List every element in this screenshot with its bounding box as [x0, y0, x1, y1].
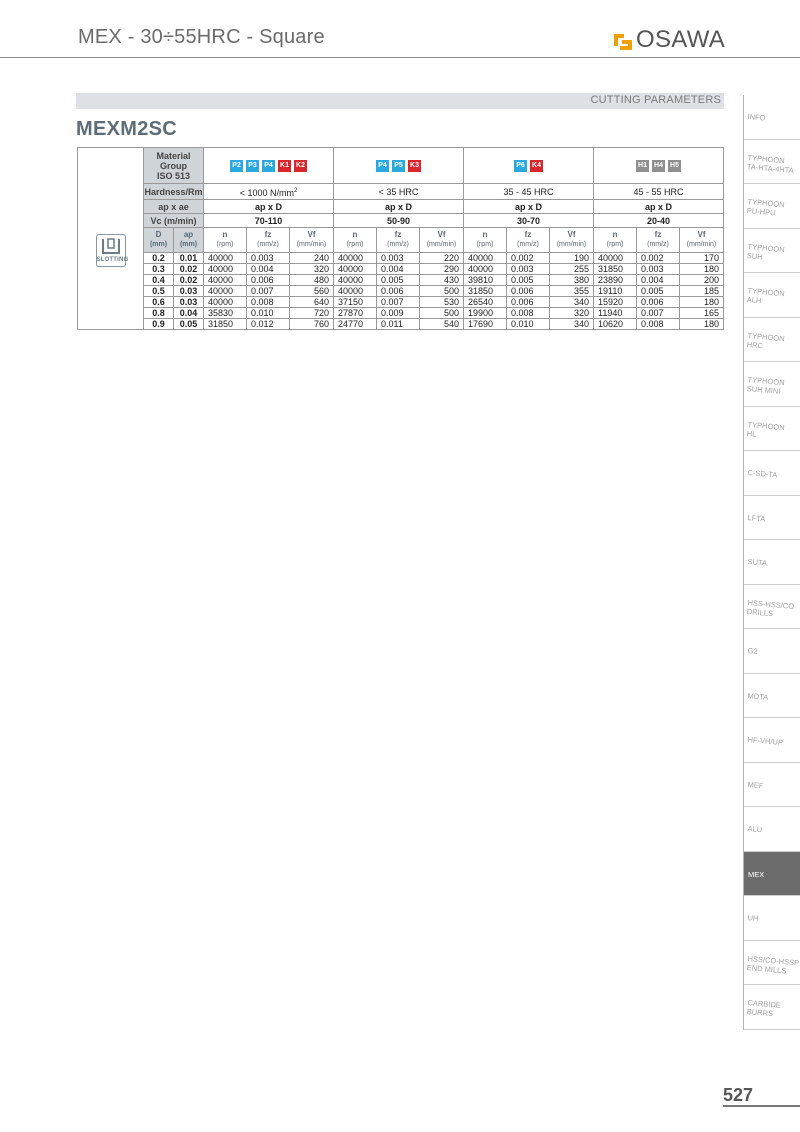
rpm-cell: 27870: [334, 308, 377, 319]
iso-badge: K2: [294, 160, 307, 172]
feed-rate-cell: 480: [290, 275, 334, 286]
sidebar-tab-label: ALU: [747, 824, 763, 835]
logo-text: OSAWA: [636, 26, 726, 53]
feed-per-tooth-cell: 0.006: [507, 286, 550, 297]
column-header-unit: (rpm): [346, 241, 364, 248]
sidebar-tab[interactable]: [744, 941, 800, 986]
hardness-value: [594, 184, 724, 200]
rpm-cell: 11940: [594, 308, 637, 319]
column-header-symbol: ap: [183, 230, 194, 239]
slotting-shape-icon: [100, 237, 122, 255]
sidebar-tab-label: MDTA: [747, 690, 769, 702]
column-header-symbol: fz: [654, 230, 662, 239]
column-header-n: [594, 228, 637, 253]
sidebar-tab[interactable]: [744, 318, 800, 363]
rpm-cell: 39810: [464, 275, 507, 286]
sidebar-tab-label: G2: [747, 646, 758, 656]
feed-rate-cell: 180: [680, 297, 724, 308]
feed-per-tooth-cell: 0.002: [637, 253, 680, 264]
column-header-unit: (rpm): [216, 241, 234, 248]
hardness-text: < 1000 N/mm: [239, 187, 294, 198]
ap-ae-row: [78, 200, 724, 214]
vc-value: 50-90: [334, 214, 464, 228]
column-header-unit: (mm/min): [686, 241, 717, 248]
sidebar-tab[interactable]: [744, 718, 800, 763]
sidebar-tab-label: MEX: [748, 869, 765, 879]
diameter-cell: 0.4: [144, 275, 174, 286]
column-header-d: [144, 228, 174, 253]
sidebar-tab[interactable]: [744, 985, 800, 1030]
sidebar-tab[interactable]: [744, 451, 800, 496]
sidebar-tab-label: TYPHOON HL: [746, 419, 785, 439]
vc-value: 70-110: [204, 214, 334, 228]
sidebar-tab-label: INFO: [747, 112, 766, 123]
ap-cell: 0.02: [174, 264, 204, 275]
sidebar-tab[interactable]: [744, 140, 800, 185]
section-label: CUTTING PARAMETERS: [590, 94, 721, 106]
feed-per-tooth-cell: 0.004: [377, 264, 420, 275]
ap-cell: 0.04: [174, 308, 204, 319]
sidebar-tab[interactable]: [744, 585, 800, 630]
iso-badge: P2: [230, 160, 243, 172]
material-badges: [464, 148, 594, 184]
feed-rate-cell: 165: [680, 308, 724, 319]
feed-per-tooth-cell: 0.007: [637, 308, 680, 319]
feed-rate-cell: 180: [680, 264, 724, 275]
feed-per-tooth-cell: 0.006: [247, 275, 290, 286]
diameter-cell: 0.6: [144, 297, 174, 308]
rpm-cell: 40000: [334, 275, 377, 286]
feed-rate-cell: 170: [680, 253, 724, 264]
ap-ae-value: ap x D: [594, 200, 724, 214]
rpm-cell: 40000: [204, 264, 247, 275]
sidebar-tab-label: TYPHOON PU-HPU: [746, 197, 785, 218]
badge-group: [204, 160, 333, 172]
table-row: [78, 286, 724, 297]
hardness-value: [464, 184, 594, 200]
feed-rate-cell: 255: [550, 264, 594, 275]
feed-rate-cell: 180: [680, 319, 724, 330]
hardness-value: [204, 184, 334, 200]
column-header-fz: [637, 228, 680, 253]
column-header-symbol: n: [612, 230, 618, 239]
rpm-cell: 40000: [334, 286, 377, 297]
sidebar-tab[interactable]: [744, 184, 800, 229]
feed-per-tooth-cell: 0.012: [247, 319, 290, 330]
feed-per-tooth-cell: 0.010: [247, 308, 290, 319]
sidebar-tab[interactable]: [744, 273, 800, 318]
feed-rate-cell: 355: [550, 286, 594, 297]
sidebar-tab-label: TYPHOON ALH: [746, 286, 785, 306]
feed-rate-cell: 760: [290, 319, 334, 330]
sidebar-tab-label: TYPHOON HRC: [746, 330, 785, 350]
material-group-label: [144, 148, 204, 184]
column-header-unit: (mm): [149, 241, 168, 248]
feed-rate-cell: 340: [550, 319, 594, 330]
column-header-symbol: Vf: [567, 230, 576, 239]
feed-rate-cell: 540: [420, 319, 464, 330]
sidebar-tab[interactable]: [744, 229, 800, 274]
feed-per-tooth-cell: 0.003: [377, 253, 420, 264]
material-badges: [204, 148, 334, 184]
material-group-label-line: ISO 513: [156, 170, 191, 181]
feed-per-tooth-cell: 0.002: [507, 253, 550, 264]
column-header-unit: (rpm): [606, 241, 624, 248]
feed-rate-cell: 380: [550, 275, 594, 286]
hardness-text: < 35 HRC: [378, 186, 419, 197]
table-row: [78, 308, 724, 319]
feed-per-tooth-cell: 0.007: [377, 297, 420, 308]
page-title: MEX - 30÷55HRC - Square: [78, 26, 325, 48]
slotting-icon-cell: [78, 148, 144, 330]
column-header-n: [334, 228, 377, 253]
feed-rate-cell: 530: [420, 297, 464, 308]
sidebar-tab[interactable]: [744, 674, 800, 719]
feed-rate-cell: 720: [290, 308, 334, 319]
slotting-label: SLOTTING: [96, 257, 129, 263]
sidebar-tab-label: TYPHOON SUH: [746, 241, 785, 261]
feed-rate-cell: 200: [680, 275, 724, 286]
iso-badge: P3: [246, 160, 259, 172]
rpm-cell: 31850: [594, 264, 637, 275]
feed-rate-cell: 560: [290, 286, 334, 297]
feed-rate-cell: 500: [420, 308, 464, 319]
feed-per-tooth-cell: 0.008: [637, 319, 680, 330]
sidebar-tab-label: CARBIDE BURRS: [746, 998, 782, 1019]
rpm-cell: 40000: [204, 275, 247, 286]
sidebar-tab-label: MEF: [747, 779, 764, 790]
column-header-fz: [377, 228, 420, 253]
column-header-symbol: Vf: [697, 230, 706, 239]
feed-per-tooth-cell: 0.003: [247, 253, 290, 264]
cutting-parameters-table: [77, 147, 724, 330]
column-header-vf: [680, 228, 724, 253]
page-number-rule: [723, 1105, 800, 1107]
diameter-cell: 0.2: [144, 253, 174, 264]
logo-mark-icon: [612, 30, 634, 50]
feed-per-tooth-cell: 0.005: [637, 286, 680, 297]
feed-rate-cell: 430: [420, 275, 464, 286]
sidebar-tab-label: HF-VH/UP: [747, 735, 784, 748]
table-row: [78, 319, 724, 330]
feed-per-tooth-cell: 0.006: [637, 297, 680, 308]
vc-value: 20-40: [594, 214, 724, 228]
column-header-unit: (mm/min): [426, 241, 457, 248]
rpm-cell: 40000: [204, 297, 247, 308]
vc-row: [78, 214, 724, 228]
diameter-cell: 0.9: [144, 319, 174, 330]
sidebar-tab-label: LFTA: [747, 512, 766, 524]
feed-rate-cell: 290: [420, 264, 464, 275]
feed-per-tooth-cell: 0.003: [507, 264, 550, 275]
rpm-cell: 31850: [464, 286, 507, 297]
feed-per-tooth-cell: 0.008: [507, 308, 550, 319]
sidebar-tab[interactable]: [744, 629, 800, 674]
rpm-cell: 24770: [334, 319, 377, 330]
rpm-cell: 40000: [464, 253, 507, 264]
sidebar-tab[interactable]: [744, 362, 800, 407]
column-header-symbol: n: [222, 230, 228, 239]
vc-value: 30-70: [464, 214, 594, 228]
column-header-vf: [290, 228, 334, 253]
column-header-symbol: fz: [264, 230, 272, 239]
rpm-cell: 19110: [594, 286, 637, 297]
feed-per-tooth-cell: 0.004: [247, 264, 290, 275]
column-header-symbol: n: [352, 230, 358, 239]
rpm-cell: 19900: [464, 308, 507, 319]
material-badges: [594, 148, 724, 184]
ap-cell: 0.03: [174, 286, 204, 297]
iso-badge: K3: [408, 160, 421, 172]
iso-badge: P4: [262, 160, 275, 172]
hardness-text: 45 - 55 HRC: [633, 186, 684, 197]
feed-per-tooth-cell: 0.006: [377, 286, 420, 297]
ap-ae-value: ap x D: [334, 200, 464, 214]
ap-cell: 0.03: [174, 297, 204, 308]
column-header-unit: (rpm): [476, 241, 494, 248]
feed-per-tooth-cell: 0.010: [507, 319, 550, 330]
feed-rate-cell: 240: [290, 253, 334, 264]
section-bar: [76, 93, 724, 109]
sidebar-tab[interactable]: [744, 896, 800, 941]
column-header-n: [204, 228, 247, 253]
table-row: [78, 297, 724, 308]
hardness-value: [334, 184, 464, 200]
rpm-cell: 40000: [334, 264, 377, 275]
feed-per-tooth-cell: 0.004: [637, 275, 680, 286]
sidebar-tab[interactable]: [744, 763, 800, 808]
feed-per-tooth-cell: 0.007: [247, 286, 290, 297]
feed-rate-cell: 320: [290, 264, 334, 275]
sidebar-tab-label: UH: [747, 913, 759, 923]
vc-label: Vc (m/min): [144, 214, 204, 228]
badge-group: [594, 160, 723, 172]
rpm-cell: 35830: [204, 308, 247, 319]
header-divider: [0, 57, 800, 58]
hardness-row: [78, 184, 724, 200]
iso-badge: K4: [530, 160, 543, 172]
feed-rate-cell: 320: [550, 308, 594, 319]
rpm-cell: 40000: [594, 253, 637, 264]
ap-cell: 0.02: [174, 275, 204, 286]
rpm-cell: 40000: [204, 286, 247, 297]
column-header-unit: (mm/z): [387, 241, 409, 248]
sidebar-tab[interactable]: [744, 852, 800, 897]
table-row: [78, 253, 724, 264]
sidebar-tab[interactable]: [744, 496, 800, 541]
column-header-symbol: Vf: [307, 230, 316, 239]
feed-per-tooth-cell: 0.005: [377, 275, 420, 286]
sidebar-tab-label: TYPHOON TA-HTA-4HTA: [746, 152, 795, 175]
ap-cell: 0.05: [174, 319, 204, 330]
sidebar-tab-label: C-SD-TA: [747, 468, 778, 480]
ap-cell: 0.01: [174, 253, 204, 264]
rpm-cell: 40000: [334, 253, 377, 264]
material-badges: [334, 148, 464, 184]
column-header-symbol: D: [155, 230, 162, 239]
rpm-cell: 15920: [594, 297, 637, 308]
material-group-row: [78, 148, 724, 184]
table-row: [78, 275, 724, 286]
product-code: MEXM2SC: [76, 118, 178, 140]
hardness-superscript: 2: [293, 187, 298, 194]
feed-per-tooth-cell: 0.011: [377, 319, 420, 330]
page-number: 527: [723, 1085, 754, 1105]
column-header-unit: (mm/z): [647, 241, 669, 248]
column-header-unit: (mm/z): [257, 241, 279, 248]
iso-badge: H5: [668, 160, 681, 172]
column-header-symbol: n: [482, 230, 488, 239]
feed-rate-cell: 500: [420, 286, 464, 297]
material-group-label-line: Material: [156, 150, 191, 161]
sidebar-tab[interactable]: [744, 95, 800, 140]
diameter-cell: 0.5: [144, 286, 174, 297]
slotting-icon: [96, 234, 129, 267]
feed-rate-cell: 640: [290, 297, 334, 308]
column-header-vf: [420, 228, 464, 253]
rpm-cell: 26540: [464, 297, 507, 308]
diameter-cell: 0.3: [144, 264, 174, 275]
sidebar-tab-label: HSS-HSS/CO DRILLS: [746, 597, 795, 618]
rpm-cell: 31850: [204, 319, 247, 330]
feed-rate-cell: 185: [680, 286, 724, 297]
sidebar-tab[interactable]: [744, 407, 800, 452]
feed-per-tooth-cell: 0.009: [377, 308, 420, 319]
table-row: [78, 264, 724, 275]
material-group-label-line: Group: [160, 160, 187, 171]
feed-per-tooth-cell: 0.003: [637, 264, 680, 275]
column-header-fz: [507, 228, 550, 253]
feed-rate-cell: 340: [550, 297, 594, 308]
osawa-logo: [612, 28, 725, 52]
feed-per-tooth-cell: 0.008: [247, 297, 290, 308]
rpm-cell: 40000: [464, 264, 507, 275]
iso-badge: P5: [392, 160, 405, 172]
sidebar-tab-label: TYPHOON SUH MINI: [746, 375, 785, 396]
column-header-unit: (mm/min): [296, 241, 327, 248]
sidebar-tab[interactable]: [744, 807, 800, 852]
iso-badge: H4: [652, 160, 665, 172]
iso-badge: H1: [636, 160, 649, 172]
iso-badge: P6: [514, 160, 527, 172]
column-header-row: [78, 228, 724, 253]
rpm-cell: 17690: [464, 319, 507, 330]
rpm-cell: 23890: [594, 275, 637, 286]
rpm-cell: 10620: [594, 319, 637, 330]
column-header-unit: (mm/min): [556, 241, 587, 248]
feed-per-tooth-cell: 0.006: [507, 297, 550, 308]
ap-ae-label: ap x ae: [144, 200, 204, 214]
column-header-vf: [550, 228, 594, 253]
badge-group: [334, 160, 463, 172]
feed-per-tooth-cell: 0.005: [507, 275, 550, 286]
badge-group: [464, 160, 593, 172]
column-header-unit: (mm/z): [517, 241, 539, 248]
column-header-symbol: fz: [524, 230, 532, 239]
hardness-label: Hardness/Rm: [144, 184, 204, 200]
column-header-unit: (mm): [179, 241, 198, 248]
column-header-symbol: Vf: [437, 230, 446, 239]
sidebar-tab[interactable]: [744, 540, 800, 585]
column-header-fz: [247, 228, 290, 253]
ap-ae-value: ap x D: [464, 200, 594, 214]
column-header-symbol: fz: [394, 230, 402, 239]
rpm-cell: 40000: [204, 253, 247, 264]
column-header-n: [464, 228, 507, 253]
iso-badge: P4: [376, 160, 389, 172]
rpm-cell: 37150: [334, 297, 377, 308]
diameter-cell: 0.8: [144, 308, 174, 319]
iso-badge: K1: [278, 160, 291, 172]
feed-rate-cell: 190: [550, 253, 594, 264]
feed-rate-cell: 220: [420, 253, 464, 264]
column-header-ap: [174, 228, 204, 253]
sidebar-tab-label: SUTA: [747, 557, 768, 568]
sidebar-tab-label: HSS/CO-HSSP END MILLS: [746, 953, 800, 975]
ap-ae-value: ap x D: [204, 200, 334, 214]
hardness-text: 35 - 45 HRC: [503, 186, 554, 197]
sidebar-tabs: [743, 95, 800, 1030]
